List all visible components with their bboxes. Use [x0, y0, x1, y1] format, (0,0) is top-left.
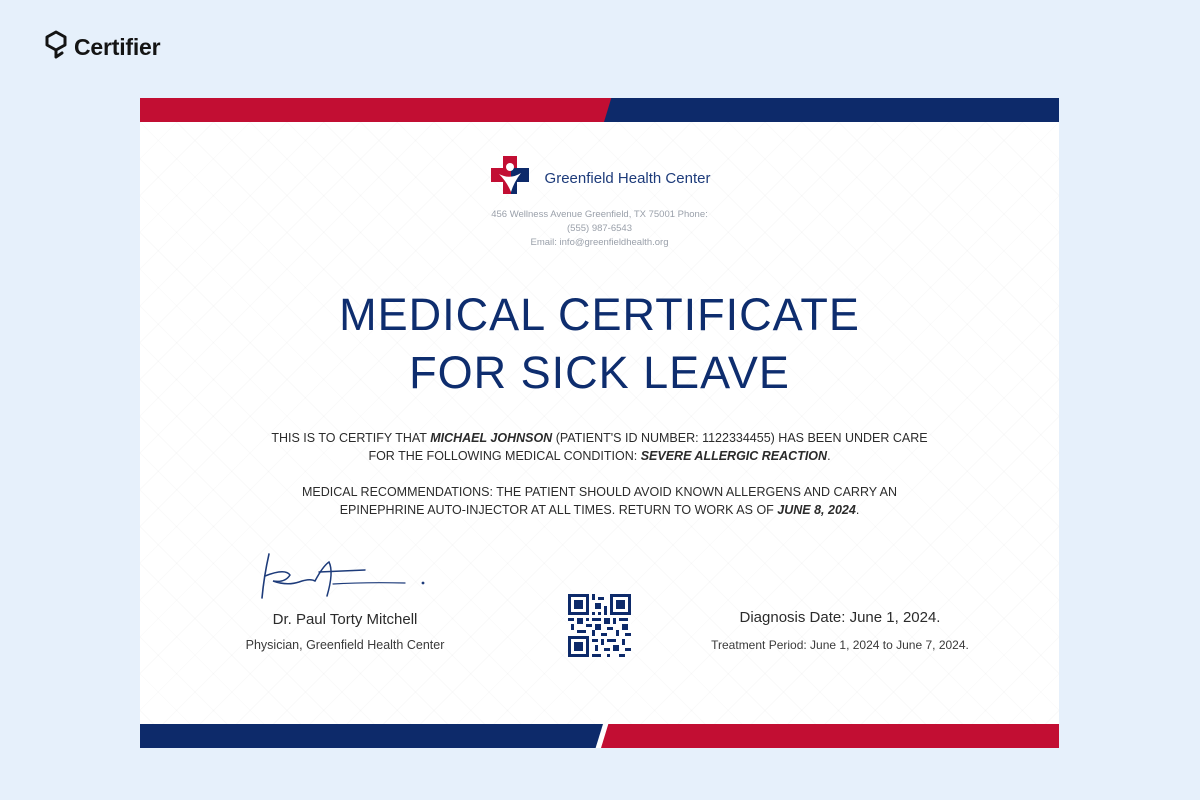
- bottom-red-stripe: [601, 724, 1059, 748]
- certifier-logo-icon: [44, 30, 68, 65]
- statement-suffix: .: [827, 449, 831, 463]
- top-blue-stripe: [604, 98, 1059, 122]
- treatment-period: Treatment Period: June 1, 2024 to June 7, 2024.: [711, 638, 969, 652]
- certification-statement: [140, 429, 1059, 465]
- recommendations-suffix: .: [855, 503, 860, 517]
- statement-prefix: THIS IS TO CERTIFY THAT: [271, 431, 431, 445]
- recommendations-text: MEDICAL RECOMMENDATIONS: THE PATIENT SHOULD AVOID KNOWN ALLERGENS AND CARRY AN EPINEPHRINE AUTO-INJECTOR AT ALL TIMES. RETURN TO WORK AS OF: [301, 485, 898, 517]
- certificate-title: [140, 286, 1059, 402]
- title-line-2: FOR SICK LEAVE: [409, 347, 790, 398]
- brand-name: Certifier: [74, 34, 161, 60]
- physician-name: Dr. Paul Torty Mitchell: [272, 611, 418, 628]
- organization-header: [140, 154, 1059, 203]
- qr-code-icon[interactable]: [568, 594, 631, 657]
- physician-signature: [255, 548, 435, 609]
- patient-name: MICHAEL JOHNSON: [430, 431, 553, 445]
- bottom-blue-stripe: [140, 724, 603, 748]
- address-block: [140, 208, 1059, 250]
- address-line-1: 456 Wellness Avenue Greenfield, TX 75001 Phone:: [491, 209, 708, 220]
- medical-recommendations: [140, 483, 1059, 519]
- medical-cross-logo-icon: [489, 154, 533, 203]
- return-date: JUNE 8, 2024: [777, 503, 856, 517]
- organization-name: Greenfield Health Center: [544, 170, 711, 187]
- address-line-3: Email: info@greenfieldhealth.org: [530, 237, 669, 248]
- title-line-1: MEDICAL CERTIFICATE: [339, 289, 860, 340]
- physician-role: Physician, Greenfield Health Center: [245, 638, 445, 652]
- diagnosis-date: Diagnosis Date: June 1, 2024.: [739, 609, 941, 626]
- certifier-brand[interactable]: [44, 30, 160, 65]
- medical-certificate: [140, 98, 1059, 748]
- medical-condition: SEVERE ALLERGIC REACTION: [640, 449, 828, 463]
- address-line-2: (555) 987-6543: [567, 223, 632, 234]
- statement-middle: (PATIENT'S ID NUMBER: 1122334455) HAS BEEN UNDER CARE FOR THE FOLLOWING MEDICAL CONDITION:: [368, 431, 928, 463]
